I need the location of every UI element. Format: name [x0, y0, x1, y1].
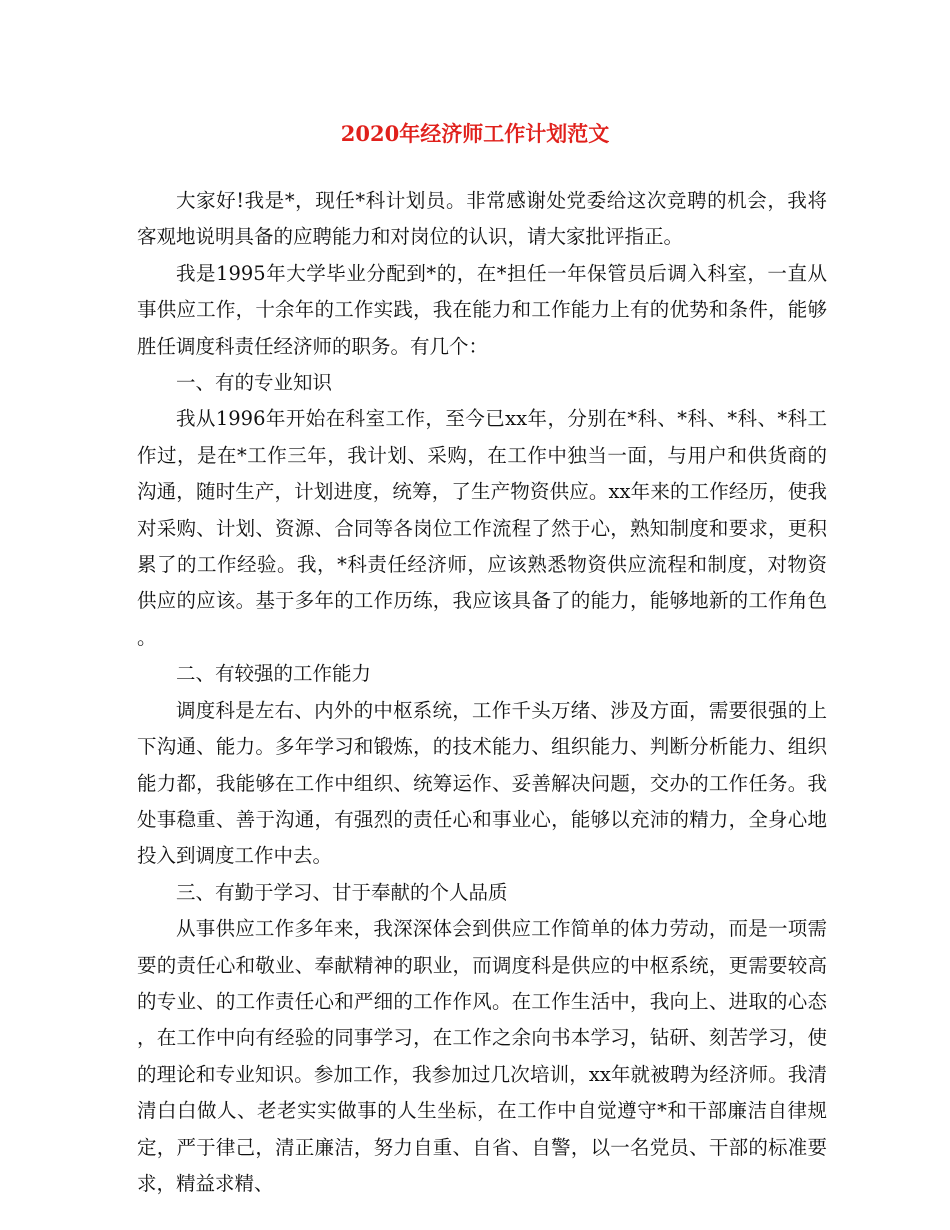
document-body [137, 183, 827, 1202]
paragraph-background: 我是1995年大学毕业分配到*的，在*担任一年保管员后调入科室，一直从事供应工作，十余年的工作实践，我在能力和工作能力上有的优势和条件，能够胜任调度科责任经济师的职务。有几个： [137, 261, 827, 358]
paragraph-intro: 大家好!我是*，现任*科计划员。非常感谢处党委给这次竞聘的机会，我将客观地说明具备的应聘能力和对岗位的认识，请大家批评指正。 [137, 189, 827, 249]
section-heading-3: 三、有勤于学习、甘于奉献的个人品质 [176, 880, 508, 904]
section-heading-2: 二、有较强的工作能力 [176, 662, 372, 686]
paragraph-section-3: 从事供应工作多年来，我深深体会到供应工作简单的体力劳动，而是一项需要的责任心和敬业、奉献精神的职业，而调度科是供应的中枢系统，更需要较高的专业、的工作责任心和严细的工作作风。在工作生活中，我向上、进取的心态，在工作中向有经验的同事学习，在工作之余向书本学习，钻研、刻苦学习，使的理论和专业知识。参加工作，我参加过几次培训，xx年就被聘为经济师。我清清白白做人、老老实实做事的人生坐标，在工作中自觉遵守*和干部廉洁自律规定，严于律己，清正廉洁，努力自重、自省、自警，以一名党员、干部的标准要求，精益求精、 [137, 917, 827, 1195]
paragraph-section-1: 我从1996年开始在科室工作，至今已xx年，分别在*科、*科、*科、*科工作过，是在*工作三年，我计划、采购，在工作中独当一面，与用户和供货商的沟通，随时生产，计划进度，统筹，了生产物资供应。xx年来的工作经历，使我对采购、计划、资源、合同等各岗位工作流程了然于心，熟知制度和要求，更积累了的工作经验。我，*科责任经济师，应该熟悉物资供应流程和制度，对物资供应的应该。基于多年的工作历练，我应该具备了的能力，能够地新的工作角色。 [137, 407, 827, 649]
paragraph-section-2: 调度科是左右、内外的中枢系统，工作千头万绪、涉及方面，需要很强的上下沟通、能力。多年学习和锻炼，的技术能力、组织能力、判断分析能力、组织能力都，我能够在工作中组织、统筹运作、妥善解决问题，交办的工作任务。我处事稳重、善于沟通，有强烈的责任心和事业心，能够以充沛的精力，全身心地投入到调度工作中去。 [137, 698, 827, 868]
document-title: 2020年经济师工作计划范文 [340, 121, 610, 146]
section-heading-1: 一、有的专业知识 [176, 371, 333, 395]
